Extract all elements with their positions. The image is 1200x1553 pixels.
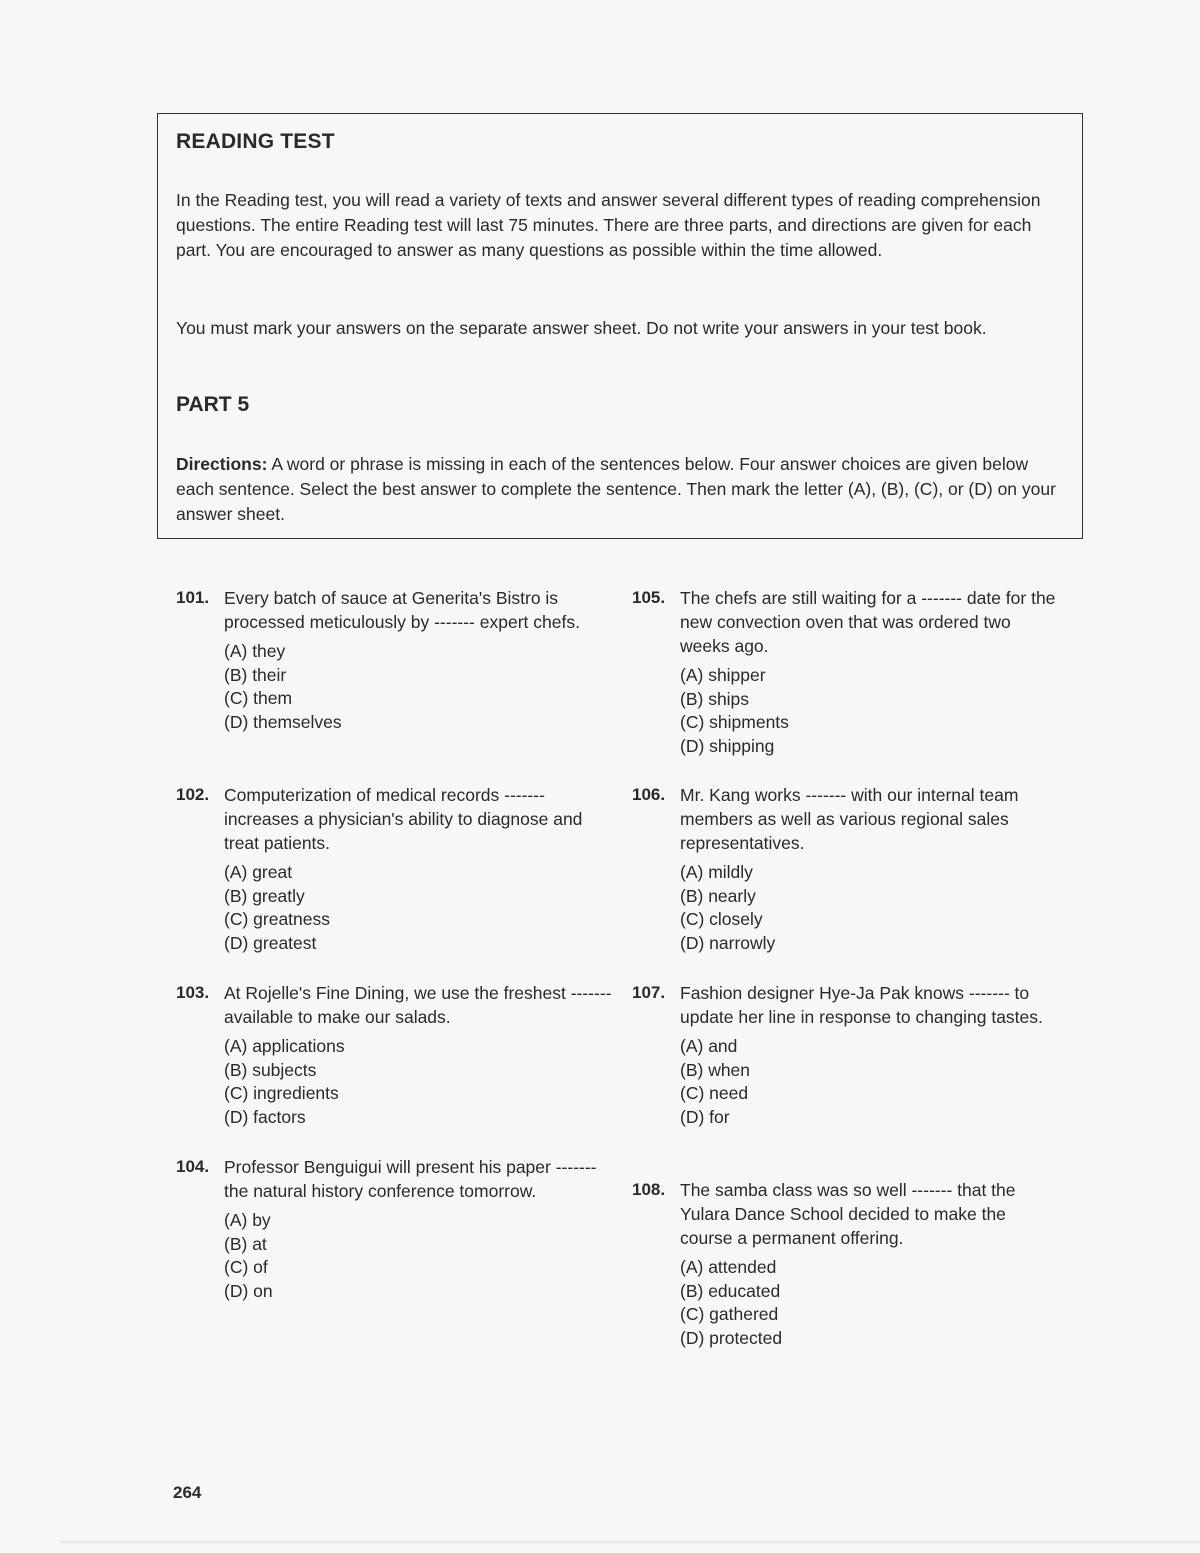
choice-a: (A) shipper — [680, 665, 766, 685]
question-number: 103. — [176, 983, 210, 1002]
answer-choices — [224, 861, 606, 955]
answer-choices — [680, 664, 1062, 758]
question-text: The samba class was so well ------- that the Yulara Dance School decided to make the course a permanent offering. — [680, 1180, 1016, 1248]
question-number: 104. — [176, 1157, 210, 1176]
choice-c: (C) shipments — [680, 712, 789, 733]
answer-choices — [680, 1035, 1062, 1129]
question-number: 107. — [632, 983, 666, 1002]
choice-b: (B) subjects — [224, 1059, 317, 1080]
choice-a: (A) great — [224, 862, 293, 882]
choice-c: (C) them — [224, 688, 293, 709]
choice-d: (D) shipping — [680, 735, 775, 756]
question-103 — [176, 981, 616, 1129]
question-number: 108. — [632, 1180, 666, 1199]
choice-d: (D) greatest — [224, 932, 317, 953]
question-105 — [632, 586, 1062, 758]
directions-text: A word or phrase is missing in each of the sentences below. Four answer choices are given below each sentence. Select the best answer to complete the sentence. Then mark the letter (A), (B), (C), or (D) on your answer sheet. — [176, 454, 1056, 524]
question-104 — [176, 1155, 606, 1303]
answer-choices — [224, 640, 606, 734]
answer-choices — [680, 861, 1072, 955]
part-title: PART 5 — [176, 393, 250, 416]
choice-c: (C) ingredients — [224, 1083, 339, 1104]
choice-b: (B) their — [224, 664, 287, 685]
question-number: 101. — [176, 588, 210, 607]
choice-c: (C) greatness — [224, 909, 331, 930]
choice-b: (B) nearly — [680, 885, 756, 906]
question-108 — [632, 1178, 1062, 1350]
choice-a: (A) applications — [224, 1036, 345, 1056]
intro-paragraph: In the Reading test, you will read a variety of texts and answer several different types of reading comprehension questions. The entire Reading test will last 75 minutes. There are three parts, and directions are given for each part. You are encouraged to answer as many questions as possible within the time allowed. — [176, 190, 1041, 260]
question-text: Every batch of sauce at Generita's Bistro is processed meticulously by ------- expert chefs. — [224, 588, 580, 632]
choice-c: (C) closely — [680, 909, 763, 930]
question-101 — [176, 586, 606, 734]
choice-d: (D) narrowly — [680, 932, 776, 953]
choice-b: (B) when — [680, 1059, 751, 1080]
question-number: 106. — [632, 785, 666, 804]
question-102 — [176, 783, 606, 955]
question-106 — [632, 783, 1072, 955]
choice-a: (A) mildly — [680, 862, 753, 882]
directions-label: Directions: — [176, 454, 268, 474]
answer-choices — [224, 1035, 616, 1129]
question-number: 105. — [632, 588, 666, 607]
choice-a: (A) they — [224, 641, 286, 661]
question-107 — [632, 981, 1062, 1129]
choice-b: (B) greatly — [224, 885, 305, 906]
choice-c: (C) gathered — [680, 1304, 779, 1325]
choice-d: (D) on — [224, 1280, 273, 1301]
question-text: Fashion designer Hye-Ja Pak knows ------- to update her line in response to changing tastes. — [680, 983, 1043, 1027]
question-number: 102. — [176, 785, 210, 804]
section-title: READING TEST — [176, 130, 335, 153]
directions-paragraph — [176, 452, 1056, 527]
question-text: At Rojelle's Fine Dining, we use the freshest ------- available to make our salads. — [224, 983, 612, 1027]
choice-a: (A) by — [224, 1210, 271, 1230]
answer-choices — [224, 1209, 606, 1303]
choice-b: (B) ships — [680, 688, 750, 709]
choice-c: (C) need — [680, 1083, 749, 1104]
instructions-paragraph: You must mark your answers on the separate answer sheet. Do not write your answers in your test book. — [176, 318, 987, 338]
choice-b: (B) at — [224, 1233, 267, 1254]
choice-c: (C) of — [224, 1257, 268, 1278]
scan-edge-divider — [60, 1541, 1200, 1545]
choice-a: (A) and — [680, 1036, 738, 1056]
choice-d: (D) protected — [680, 1327, 783, 1348]
choice-b: (B) educated — [680, 1280, 781, 1301]
choice-d: (D) factors — [224, 1106, 306, 1127]
question-text: Computerization of medical records ------- increases a physician's ability to diagnose and treat patients. — [224, 785, 583, 853]
question-text: The chefs are still waiting for a ------- date for the new convection oven that was ordered two weeks ago. — [680, 588, 1056, 656]
question-text: Mr. Kang works ------- with our internal team members as well as various regional sales representatives. — [680, 785, 1019, 853]
question-text: Professor Benguigui will present his paper ------- the natural history conference tomorrow. — [224, 1157, 597, 1201]
answer-choices — [680, 1256, 1062, 1350]
choice-d: (D) for — [680, 1106, 730, 1127]
choice-d: (D) themselves — [224, 711, 342, 732]
choice-a: (A) attended — [680, 1257, 777, 1277]
page-number: 264 — [173, 1483, 202, 1502]
